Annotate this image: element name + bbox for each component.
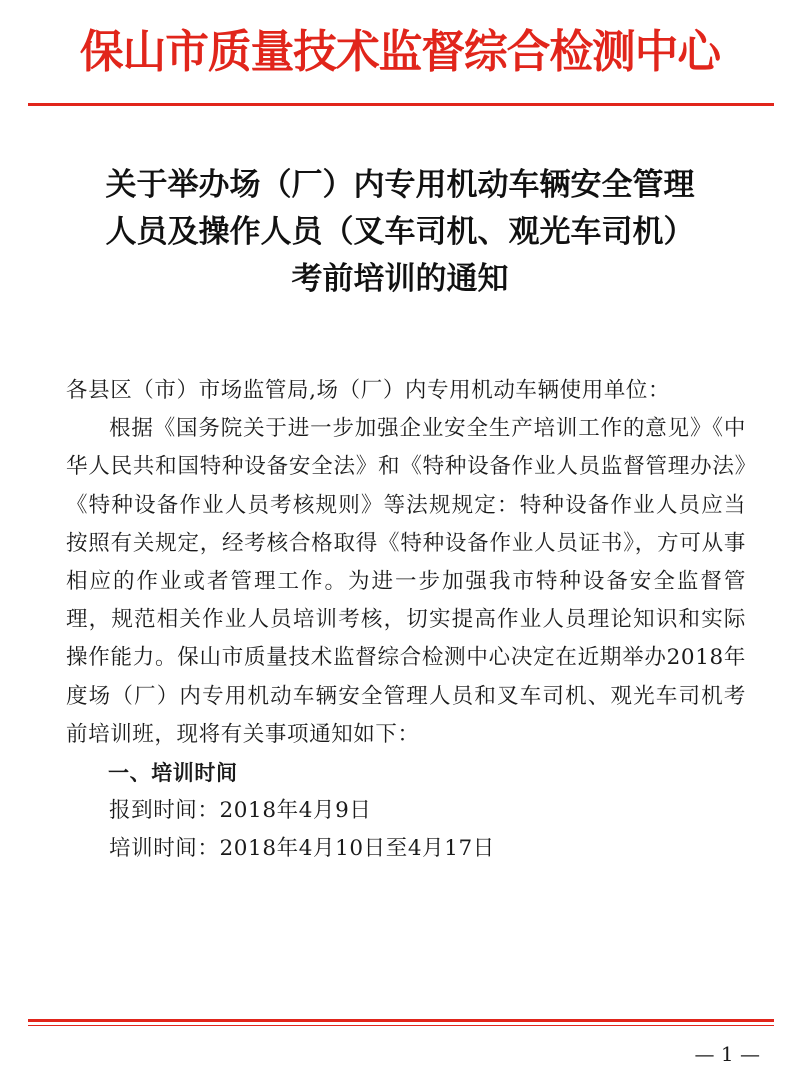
- title-line-2: 人员及操作人员（叉车司机、观光车司机）: [105, 214, 695, 250]
- organization-header: 保山市质量技术监督综合检测中心: [79, 25, 721, 78]
- header-rule: [28, 103, 774, 106]
- title-line-3: 考前培训的通知: [291, 261, 509, 297]
- paragraph-1: 根据《国务院关于进一步加强企业安全生产培训工作的意见》《中华人民共和国特种设备安全法》和《特种设备作业人员监督管理办法》《特种设备作业人员考核规则》等法规规定：特种设备作业人员应当按照有关规定，经考核合格取得《特种设备作业人员证书》，方可从事相应的作业或者管理工作。为进一步加强我市特种设备安全监督管理，规范相关作业人员培训考核，切实提高作业人员理论知识和实际操作能力。保山市质量技术监督综合检测中心决定在近期举办2018年度场（厂）内专用机动车辆安全管理人员和叉车司机、观光车司机考前培训班，现将有关事项通知如下：: [66, 416, 746, 747]
- registration-time: 报到时间：2018年4月9日: [109, 798, 372, 824]
- section-1-heading: 一、培训时间: [108, 761, 238, 786]
- salutation: 各县区（市）市场监管局,场（厂）内专用机动车辆使用单位：: [66, 378, 671, 403]
- page-number: — 1 —: [694, 1042, 760, 1066]
- footer-rule-thin: [28, 1025, 774, 1026]
- document-body: [66, 372, 746, 869]
- footer-rule-thick: [28, 1019, 774, 1022]
- training-time: 培训时间：2018年4月10日至4月17日: [109, 836, 495, 862]
- document-title: [0, 162, 800, 303]
- title-line-1: 关于举办场（厂）内专用机动车辆安全管理: [105, 167, 695, 203]
